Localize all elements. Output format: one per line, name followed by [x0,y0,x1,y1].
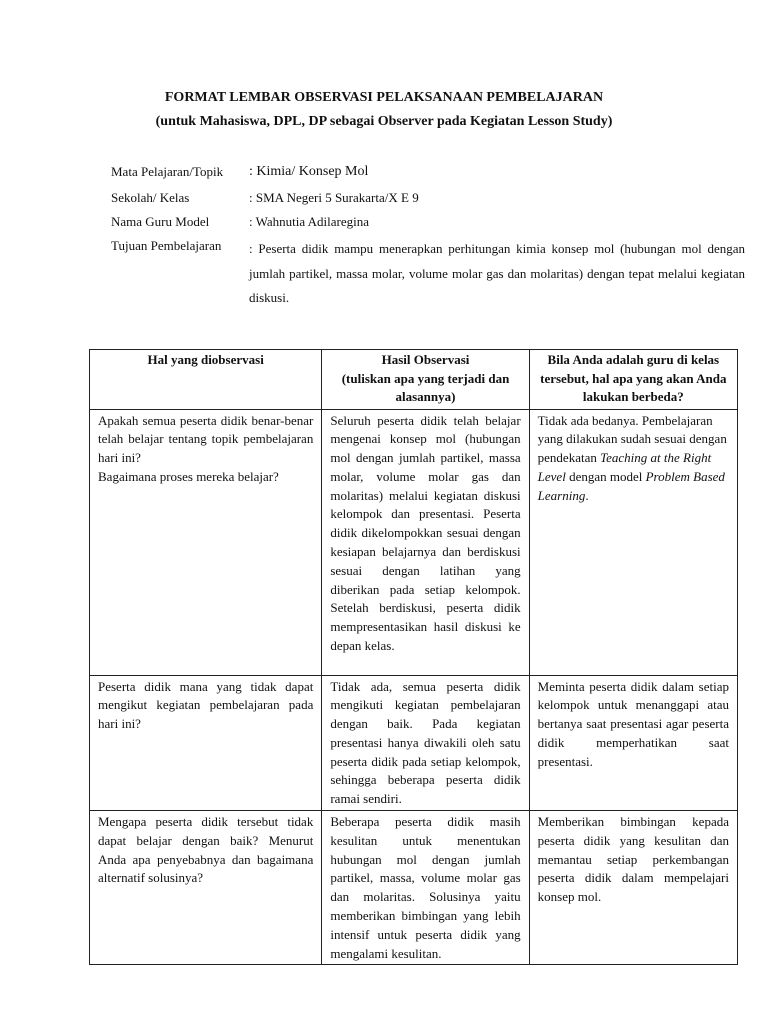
row1-observation: Seluruh peserta didik telah belajar mengenai konsep mol (hubungan mol dengan jumlah partikel, massa molar, volume molar gas dan molaritas) melalui kegiatan diskusi kelompok dan presentasi. Peserta didik dikelompokkan sesuai dengan kesiapan belajarnya dan berdiskusi sesuai dengan latihan yang diberikan pada setiap kelompok. Setelah berdiskusi, peserta didik mempresentasikan hasil diskusi ke depan kelas. [330,412,521,654]
row3-observation: Beberapa peserta didik masih kesulitan untuk menentukan hubungan mol dengan jumlah partikel, massa, volume molar gas dan molaritas. Solusinya yaitu memberikan bimbingan yang lebih intensif untuk peserta didik yang mengalami kesulitan. [330,814,521,961]
document-title: FORMAT LEMBAR OBSERVASI PELAKSANAAN PEMBELAJARAN [164,90,604,105]
row1-question-b: Bagaimana proses mereka belajar? [98,468,279,484]
table-row [90,675,738,811]
row3-question: Mengapa peserta didik tersebut tidak dapat belajar dengan baik? Menurut Anda apa penyebabnya dan bagaimana alternatif solusinya? [98,814,314,886]
table-header-row [90,350,738,410]
header-col2-title: Hasil Observasi [381,352,470,367]
document-subtitle: (untuk Mahasiswa, DPL, DP sebagai Observer pada Kegiatan Lesson Study) [155,114,613,129]
row2-observation: Tidak ada, semua peserta didik mengikuti kegiatan pembelajaran dengan baik. Pada kegiatan presentasi hanya diwakili oleh satu peserta didik pada setiap kelompok, sehingga beberapa peserta didik ramai sendiri. [330,678,521,807]
row3-difference-cell [529,811,737,965]
row3-difference: Memberikan bimbingan kepada peserta didik yang kesulitan dan memantau setiap perkembangan peserta didik dalam mempelajari konsep mol. [537,814,729,905]
row2-difference-cell [529,675,737,811]
row2-difference: Meminta peserta didik dalam setiap kelompok untuk menanggapi atau bertanya saat presentasi agar peserta didik memperhatikan saat presentasi. [537,678,729,769]
guru-label: Nama Guru Model [111,214,210,229]
row1-diff-text2: dengan model [565,468,646,484]
guru-value: : Wahnutia Adilaregina [249,214,370,229]
sekolah-label: Sekolah/ Kelas [111,190,190,205]
row3-observation-cell [322,811,529,965]
row1-difference-cell [529,409,737,675]
row1-question-a: Apakah semua peserta didik benar-benar telah belajar tentang topik pembelajaran hari ini? [98,412,314,466]
row1-diff-text1: Tidak ada bedanya. Pembelajaran yang dilakukan sudah sesuai dengan pendekatan [537,412,727,466]
row1-diff-text3: . [585,487,589,503]
row1-diff-italic2: Problem Based Learning [537,468,725,503]
row2-question-cell [90,675,322,811]
row2-observation-cell [322,675,529,811]
row1-question-cell [90,409,322,675]
table-row [90,811,738,965]
header-hal-diobservasi [90,350,322,410]
row1-diff-italic1: Teaching at the Right Level [537,450,712,484]
tujuan-value: : Peserta didik mampu menerapkan perhitungan kimia konsep mol (hubungan mol dengan jumlah partikel, massa molar, volume molar gas dan molaritas) dengan tepat melalui kegiatan diskusi. [249,241,745,305]
header-hasil-observasi [322,350,529,410]
tujuan-label: Tujuan Pembelajaran [111,238,222,253]
table-row [90,409,738,675]
row1-observation-cell [322,409,529,675]
header-bila-anda-guru [529,350,737,410]
header-col2-subtitle: (tuliskan apa yang terjadi dan alasannya) [341,370,510,404]
observation-table [89,349,738,965]
mapel-value: : Kimia/ Konsep Mol [249,164,369,179]
mapel-label: Mata Pelajaran/Topik [111,164,224,179]
header-col1-label: Hal yang diobservasi [147,352,264,367]
row2-question: Peserta didik mana yang tidak dapat mengikut kegiatan pembelajaran pada hari ini? [98,678,314,732]
sekolah-value: : SMA Negeri 5 Surakarta/X E 9 [249,190,419,205]
header-col3-label: Bila Anda adalah guru di kelas tersebut, hal apa yang akan Anda lakukan berbeda? [540,352,727,404]
row3-question-cell [90,811,322,965]
